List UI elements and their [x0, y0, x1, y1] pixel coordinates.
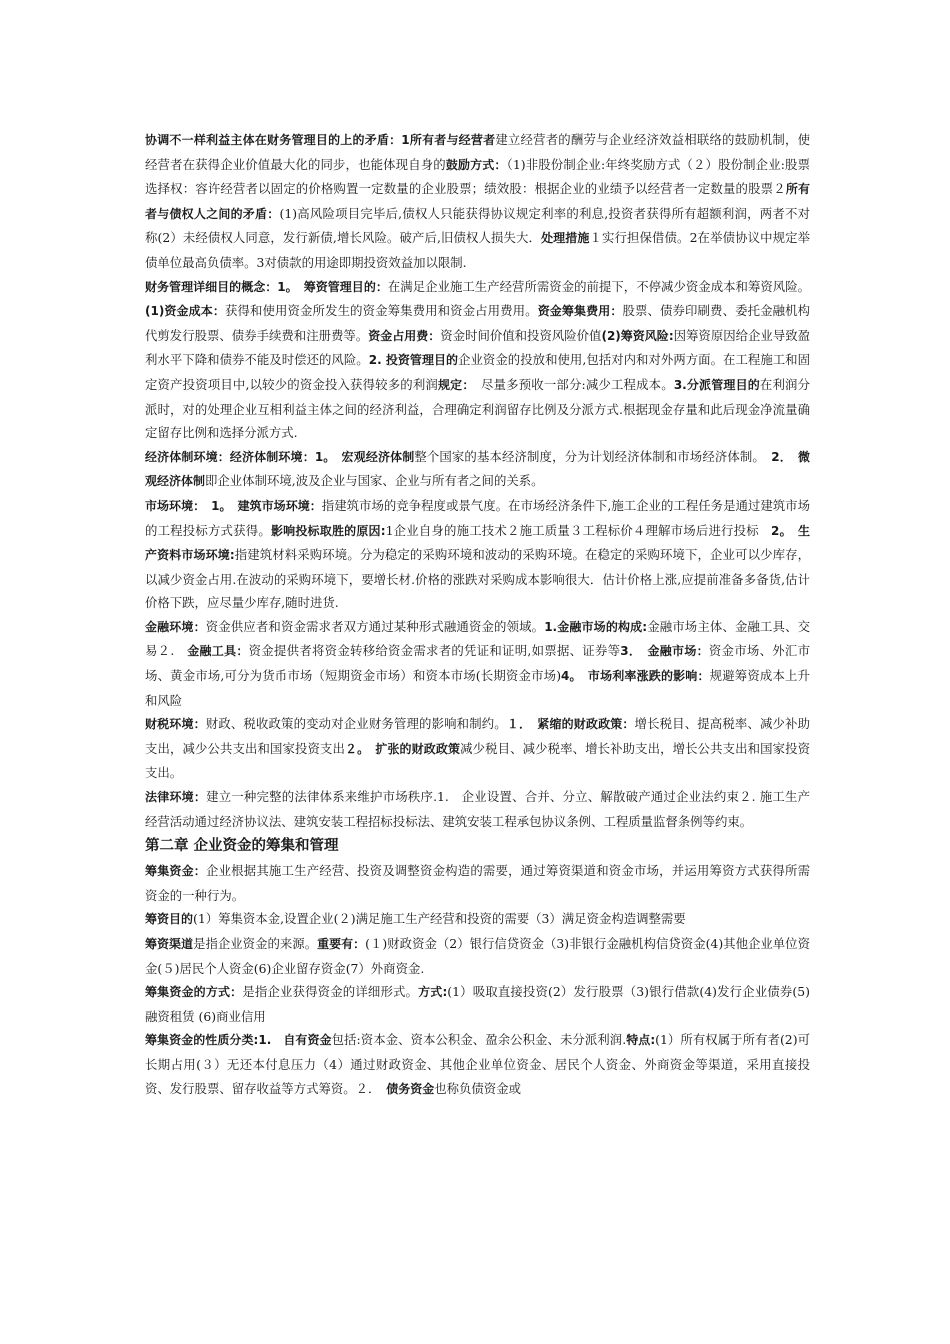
body-text: 获得和使用资金所发生的资金筹集费用和资金占用费用。 [225, 303, 538, 319]
body-text: 指建筑材料采购环境。分为稳定的采购环境和波动的采购环境。在稳定的采购环境下，企业可以少库存，以减少资金占用.在波动的采购环境下，要增长材.价格的涨跌对采购成本影响很大．估计价格上涨,应提前准备多备货,估计价格下跌，应尽量少库存,随时进货. [145, 547, 810, 611]
body-text: 是指企业资金的来源。 [193, 936, 318, 951]
body-text: 1企业自身的施工技术２施工质量３工程标价４理解市场后进行投标 [385, 522, 759, 538]
bold-term: 2． 微观经济体制 [145, 449, 810, 489]
body-text: １实行担保借债。2在举债协议中规定举债单位最高负债率。3对债款的用途即期投资效益加以限制. [145, 230, 810, 270]
bold-term: 金融环境： [145, 619, 206, 634]
bold-term: (2)筹资风险: [601, 328, 674, 343]
body-text: 企业资金的投放和使用,包括对内和对外两方面。在工程施工和固定资产投资项目中,以较少的资金投入获得较多的利润 [145, 352, 811, 392]
body-text: 增长税目、提高税率、减少补助支出，减少公共支出和国家投资支出 [145, 716, 810, 756]
body-text: 资金市场、外汇市场、黄金市场,可分为货币市场（短期资金市场）和资本市场(长期资金市场) [145, 643, 810, 684]
body-text: (１)财政资金（2）银行信贷资金（3)非银行金融机构信贷资金(4)其他企业单位资金(５)居民个人资金(6)企业留存资金(7）外商资金. [145, 936, 810, 976]
para-law [145, 785, 810, 833]
bold-term: 债务资金 [374, 1081, 435, 1096]
body-text: 包括:资本金、资本公积金、盈余公积金、未分派利润. [331, 1032, 627, 1048]
bold-term: 3.分派管理目的 [673, 377, 760, 392]
body-text: 即企业体制环境,波及企业与国家、企业与所有者之间的关系。 [205, 473, 544, 489]
bold-term: 2. 投资管理目的 [368, 353, 459, 368]
body-text: (1）吸取直接投资(2）发行股票（3)银行借款(4)发行企业债券(5)融资租赁 (6)商业信用 [145, 984, 810, 1024]
body-text: 财政、税收政策的变动对企业财务管理的影响和制约。 [205, 716, 507, 732]
para-economic-system [145, 445, 810, 494]
bold-term: 规定： [437, 377, 469, 392]
bold-term: 特点: [626, 1033, 656, 1048]
bold-term: 方式: [418, 985, 448, 1000]
bold-term: 协调不一样利益主体在财务管理目的上的矛盾：1所有者与经营者 [145, 133, 496, 147]
body-text: 建立经营者的酬劳与企业经济效益相联络的鼓励机制，使经营者在获得企业价值最大化的同步，也能体现自身的 [145, 132, 811, 172]
body-text: （1)非股份制企业:年终奖励方式（２）股份制企业:股票选择权：容许经营者以固定的价格购置一定数量的企业股票；绩效股：根据企业的业绩予以经营者一定数量的股票２ [145, 156, 810, 197]
para-market [145, 494, 810, 615]
bold-term: ２。 扩张的财政政策 [345, 741, 461, 756]
section-intro [145, 128, 810, 833]
body-text: 金融市场主体、金融工具、交易２. [145, 618, 811, 659]
bold-term: 4。 市场利率涨跌的影响： [561, 669, 710, 684]
para-raising-funds [145, 859, 810, 907]
body-text: 资金提供者将资金转移给资金需求者的凭证和证明,如票据、证券等 [248, 643, 621, 659]
body-text: 建立一种完整的法律体系来维护市场秩序.1. 企业设置、合并、分立、解散破产通过企业法约束２. 施工生产经营活动通过经济协议法、建筑安装工程招标投标法、建筑安装工程承包协议条例、工程质量监督条例等约束。 [145, 789, 810, 829]
para-raising-channels [145, 932, 810, 980]
bold-term: 重要有： [317, 937, 366, 951]
body-text: 指建筑市场的竞争程度或景气度。在市场经济条件下,施工企业的工程任务是通过建筑市场的工程投标方式获得。 [145, 497, 810, 538]
body-text: 因筹资原因给企业导致盈利水平下降和债券不能及时偿还的风险。 [145, 327, 811, 368]
body-text: (1）所有权属于所有者(2)可长期占用(３）无还本付息压力（4）通过财政资金、其他企业单位资金、居民个人资金、外商资金等渠道，采用直接投资、发行股票、留存收益等方式筹资。２． [145, 1032, 810, 1096]
bold-term: 3． 金融市场： [620, 644, 709, 659]
para-detail-goals [145, 275, 810, 445]
document-page [145, 128, 810, 1101]
body-text: (1）筹集资本金,设置企业(２)满足施工生产经营和投资的需要（3）满足资金构造调整需要 [193, 911, 686, 927]
bold-term: 财务管理详细目的概念：1。 筹资管理目的： [145, 279, 388, 294]
body-text: 在利润分派时，对的处理企业互相利益主体之间的经济利益，合理确定利润留存比例及分派方式.根据现金存量和此后现金净流量确定留存比例和选择分派方式. [145, 376, 810, 441]
section-chapter-two [145, 859, 810, 1101]
para-raising-nature [145, 1028, 810, 1101]
bold-term: 1.金融市场的构成: [544, 619, 648, 634]
bold-term: 筹集资金的方式： [145, 985, 243, 1000]
body-text: (1)高风险项目完毕后,债权人只能获得协议规定利率的利息,投资者获得所有超额利润，两者不对称(2）未经债权人同意，发行新债,增长风险。破产后,旧债权人损失大． [145, 205, 810, 246]
bold-term: 资金占用费： [368, 328, 441, 343]
bold-term: 财税环境： [145, 717, 206, 732]
body-text: 资金供应者和资金需求者双方通过某种形式融通资金的领域。 [205, 618, 545, 634]
para-raising-purpose [145, 907, 810, 932]
bold-term: 筹集资金： [145, 864, 206, 879]
bold-term: 筹集资金的性质分类:1. 自有资金 [145, 1033, 332, 1048]
body-text: 股票、债券印刷费、委托金融机构代剪发行股票、债券手续费和注册费等。 [145, 303, 810, 343]
bold-term: １． 紧缩的财政政策： [506, 717, 635, 732]
body-text: 在满足企业施工生产经营所需资金的前提下，不停减少资金成本和筹资风险。 [387, 278, 811, 294]
bold-term: 筹资渠道 [145, 937, 194, 951]
bold-term: 法律环境： [145, 790, 207, 805]
body-text: 减少税目、减少税率、增长补助支出，增长公共支出和国家投资支出。 [145, 740, 810, 781]
body-text: 也称负债资金或 [434, 1080, 521, 1096]
bold-term: 经济体制环境：经济体制环境：1。 宏观经济体制 [145, 449, 415, 464]
para-conflicts [145, 128, 810, 275]
bold-term: 金融工具： [187, 644, 249, 659]
para-finance [145, 615, 810, 712]
bold-term: 2。 生产资料市场环境: [145, 523, 811, 563]
bold-term: 筹资目的 [145, 912, 194, 927]
bold-term: 鼓励方式： [445, 157, 507, 172]
bold-term: 所有者与债权人之间的矛盾： [145, 182, 810, 221]
body-text: 是指企业获得资金的详细形式。 [242, 984, 419, 1000]
body-text: 规避筹资成本上升和风险 [145, 668, 811, 708]
body-text: 尽量多预收一部分:减少工程成本。 [468, 376, 674, 392]
para-tax [145, 712, 810, 785]
body-text: 企业根据其施工生产经营、投资及调整资金构造的需要，通过筹资渠道和资金市场，并运用筹资方式获得所需资金的一种行为。 [145, 863, 810, 903]
bold-term: (1)资金成本： [145, 304, 226, 319]
body-text: 整个国家的基本经济制度，分为计划经济体制和市场经济体制。 [414, 448, 772, 464]
body-text: 资金时间价值和投资风险价值 [440, 327, 602, 343]
bold-term: 市场环境： 1。 建筑市场环境： [145, 498, 322, 513]
chapter-heading: 第二章 企业资金的筹集和管理 [145, 838, 339, 855]
bold-term: 影响投标取胜的原因: [270, 523, 386, 538]
para-raising-methods [145, 980, 810, 1028]
bold-term: 处理措施 [541, 231, 590, 246]
bold-term: 资金筹集费用： [537, 304, 623, 319]
